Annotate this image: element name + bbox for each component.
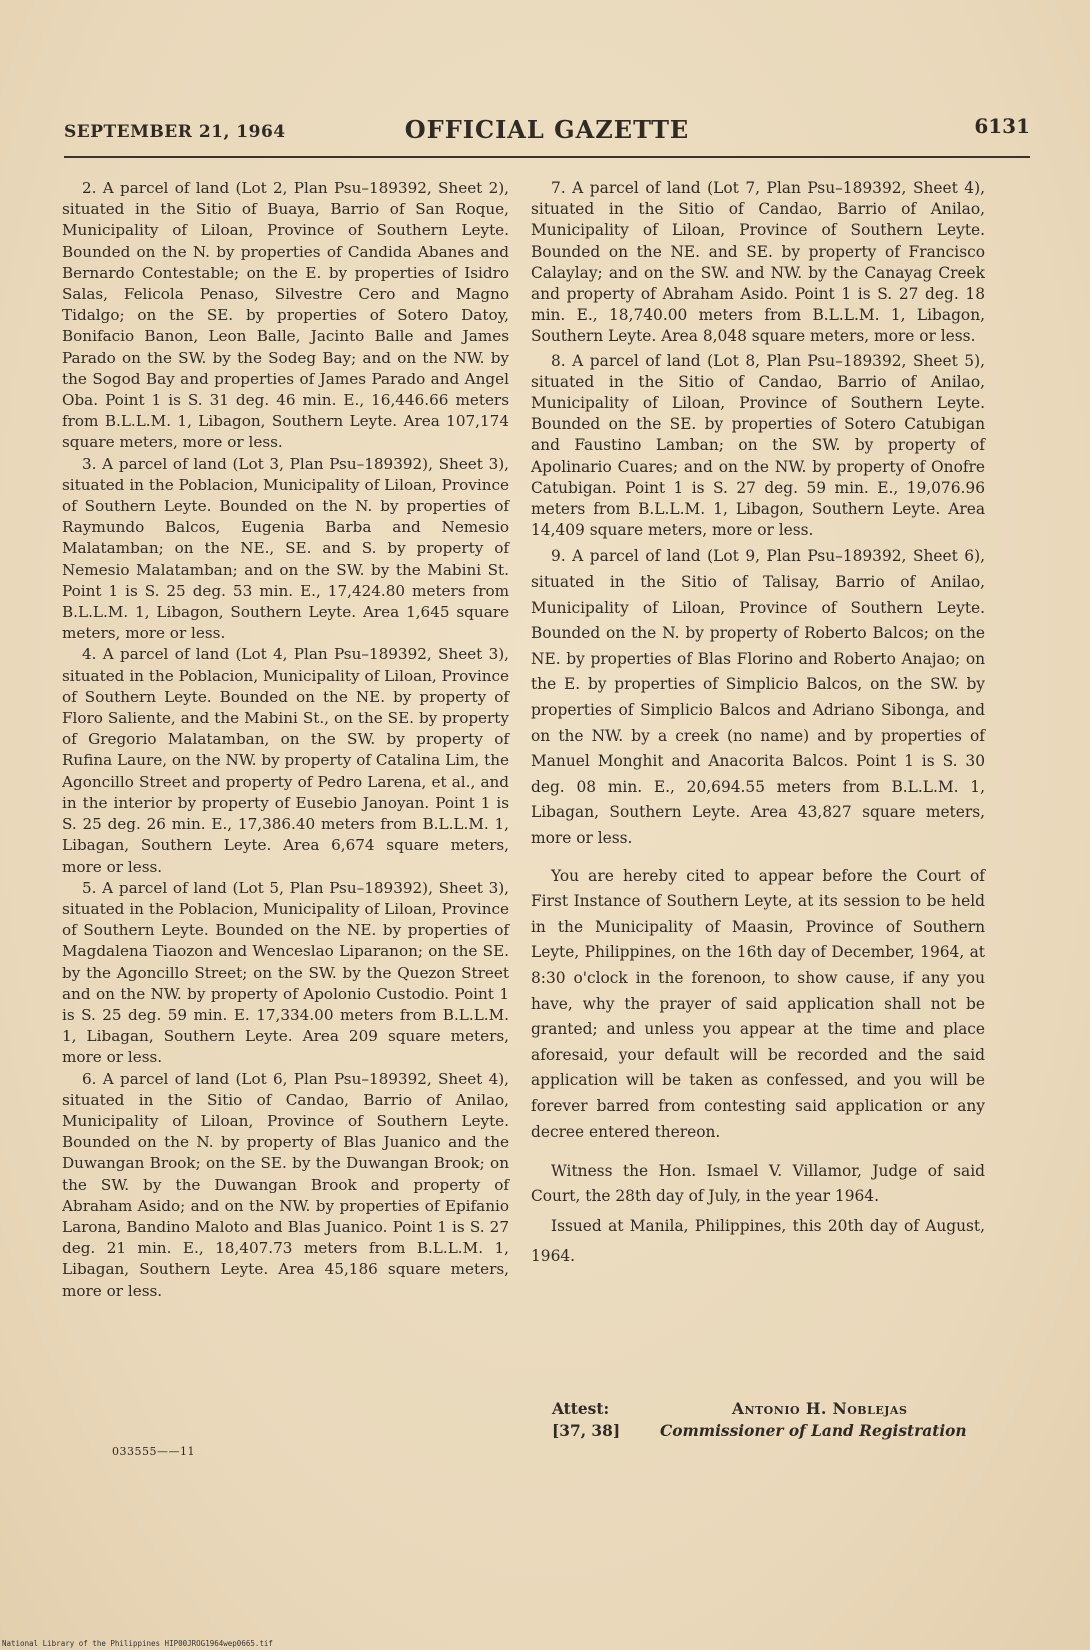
attest-reference: [37, 38] [552,1422,621,1440]
parcel-9-paragraph: 9. A parcel of land (Lot 9, Plan Psu–189392, Sheet 6), situated in the Sitio of Talisay, Barrio of Anilao, Municipality of Liloan, Province of Southern Leyte. Bounded on the N. by property of Roberto Balcos; on the NE. by properties of Blas Florino and Roberto Anajao; on the E. by properties of Simplicio Balcos, on the SW. by properties of Simplicio Balcos and Adriano Sibonga, and on the NW. by a creek (no name) and by properties of Manuel Monghit and Anacorita Balcos. Point 1 is S. 30 deg. 08 min. E., 20,694.55 meters from B.L.L.M. 1, Libagan, Southern Leyte. Area 43,827 square meters, more or less. [531,547,985,847]
parcel-2-paragraph: 2. A parcel of land (Lot 2, Plan Psu–189392, Sheet 2), situated in the Sitio of Buaya, Barrio of San Roque, Municipality of Liloan, Province of Southern Leyte. Bounded on the N. by properties of Candida Abanes and Bernardo Contestable; on the E. by properties of Isidro Salas, Felicola Penaso, Silvestre Cero and Magno Tidalgo; on the SE. by properties of Sotero Datoy, Bonifacio Banon, Leon Balle, Jacinto Balle and James Parado on the SW. by the Sodeg Bay; and on the NW. by the Sogod Bay and properties of James Parado and Angel Oba. Point 1 is S. 31 deg. 46 min. E., 16,446.66 meters from B.L.L.M. 1, Libagon, Southern Leyte. Area 107,174 square meters, more or less. [62,179,509,452]
header-date: SEPTEMBER 21, 1964 [64,122,286,142]
issued-paragraph: Issued at Manila, Philippines, this 20th day of August, 1964. [531,1217,985,1266]
left-column [62,178,509,1302]
right-column [531,178,985,1271]
citation-paragraph: You are hereby cited to appear before the Court of First Instance of Southern Leyte, at its session to be held in the Municipality of Maasin, Province of Southern Leyte, Philippines, on the 16th day of December, 1964, at 8:30 o'clock in the forenoon, to show cause, if any you have, why the prayer of said application shall not be granted; and unless you appear at the time and place aforesaid, your default will be recorded and the said application will be taken as confessed, and you will be forever barred from contesting said application or any decree entered thereon. [531,866,985,1141]
header-rule [64,156,1030,158]
parcel-4-paragraph: 4. A parcel of land (Lot 4, Plan Psu–189392, Sheet 3), situated in the Poblacion, Municipality of Liloan, Province of Southern Leyte. Bounded on the NE. by property of Floro Saliente, and the Mabini St., on the SE. by property of Gregorio Malatamban, on the SW. by property of Rufina Laure, on the NW. by property of Catalina Lim, the Agoncillo Street and property of Pedro Larena, et al., and in the interior by property of Eusebio Janoyan. Point 1 is S. 25 deg. 26 min. E., 17,386.40 meters from B.L.L.M. 1, Libagan, Southern Leyte. Area 6,674 square meters, more or less. [62,645,509,876]
page-number: 6131 [974,114,1030,138]
archive-footer: National Library of the Philippines HIP00JROG1964wep0665.tif [2,1639,273,1648]
parcel-6-paragraph: 6. A parcel of land (Lot 6, Plan Psu–189392, Sheet 4), situated in the Sitio of Candao, Barrio of Anilao, Municipality of Liloan, Province of Southern Leyte. Bounded on the N. by property of Blas Juanico and the Duwangan Brook; on the SE. by the Duwangan Brook; on the SW. by the Duwangan Brook and property of Abraham Asido; and on the NW. by properties of Epifanio Larona, Bandino Maloto and Blas Juanico. Point 1 is S. 27 deg. 21 min. E., 18,407.73 meters from B.L.L.M. 1, Libagan, Southern Leyte. Area 45,186 square meters, more or less. [62,1069,509,1300]
parcel-8-paragraph: 8. A parcel of land (Lot 8, Plan Psu–189392, Sheet 5), situated in the Sitio of Candao, Barrio of Anilao, Municipality of Liloan, Province of Southern Leyte. Bounded on the SE. by properties of Sotero Catubigan and Faustino Lamban; on the SW. by property of Apolinario Cuares; and on the NW. by property of Onofre Catubigan. Point 1 is S. 27 deg. 59 min. E., 19,076.96 meters from B.L.L.M. 1, Libagon, Southern Leyte. Area 14,409 square meters, more or less. [531,351,985,540]
signatory-name: Antonio H. Noblejas [732,1400,908,1418]
signatory-title: Commissioner of Land Registration [660,1422,967,1440]
page-header [64,112,1030,148]
parcel-3-paragraph: 3. A parcel of land (Lot 3, Plan Psu–189392), Sheet 3), situated in the Poblacion, Municipality of Liloan, Province of Southern Leyte. Bounded on the N. by properties of Raymundo Balcos, Eugenia Barba and Nemesio Malatamban; on the NE., SE. and S. by property of Nemesio Malatamban; and on the SW. by the Mabini St. Point 1 is S. 25 deg. 53 min. E., 17,424.80 meters from B.L.L.M. 1, Libagon, Southern Leyte. Area 1,645 square meters, more or less. [62,454,509,643]
witness-paragraph: Witness the Hon. Ismael V. Villamor, Judge of said Court, the 28th day of July, in the year 1964. [531,1162,985,1206]
header-title: OFFICIAL GAZETTE [404,115,690,144]
attest-label: Attest: [552,1400,610,1418]
parcel-7-paragraph: 7. A parcel of land (Lot 7, Plan Psu–189392, Sheet 4), situated in the Sitio of Candao, Barrio of Anilao, Municipality of Liloan, Province of Southern Leyte. Bounded on the NE. and SE. by property of Francisco Calaylay; and on the SW. and NW. by the Canayag Creek and property of Abraham Asido. Point 1 is S. 27 deg. 18 min. E., 18,740.00 meters from B.L.L.M. 1, Libagon, Southern Leyte. Area 8,048 square meters, more or less. [531,179,985,346]
parcel-5-paragraph: 5. A parcel of land (Lot 5, Plan Psu–189392), Sheet 3), situated in the Poblacion, Municipality of Liloan, Province of Southern Leyte. Bounded on the NE. by properties of Magdalena Tiaozon and Wenceslao Liparanon; on the SE. by the Agoncillo Street; on the SW. by the Quezon Street and on the NW. by property of Apolonio Custodio. Point 1 is S. 25 deg. 59 min. E. 17,334.00 meters from B.L.L.M. 1, Libagan, Southern Leyte. Area 209 square meters, more or less. [62,878,509,1067]
print-code: 033555——11 [112,1445,195,1458]
